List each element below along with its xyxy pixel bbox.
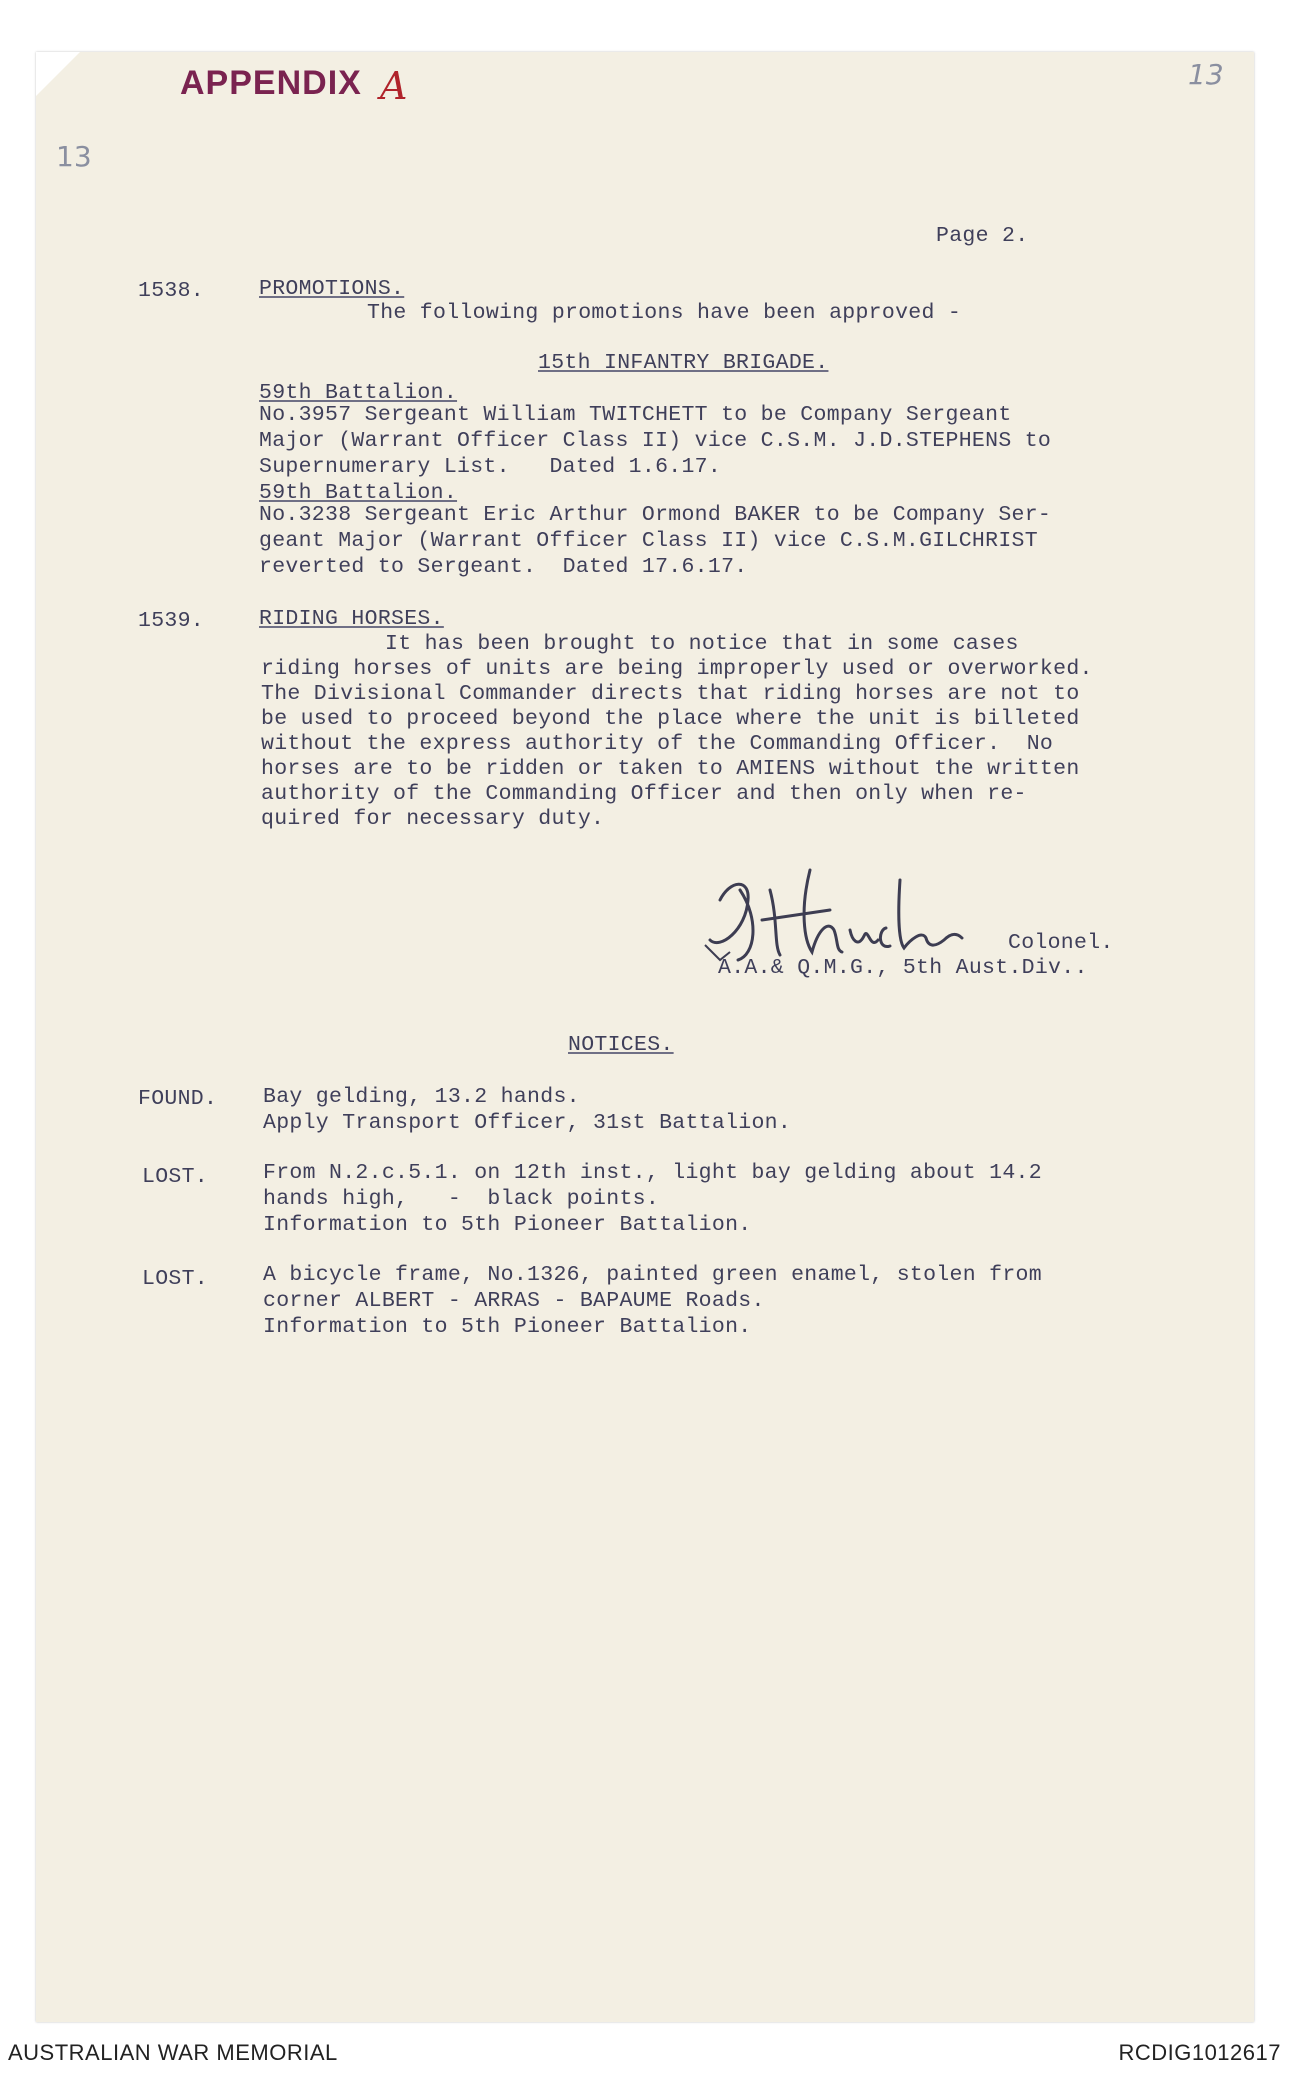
paragraph-line: without the express authority of the Commanding Officer. No	[261, 732, 1054, 756]
notice-line: Bay gelding, 13.2 hands.	[263, 1085, 580, 1109]
item-intro: The following promotions have been approved -	[367, 301, 962, 325]
paragraph-line: The Divisional Commander directs that riding horses are not to	[261, 682, 1080, 706]
notices-heading: NOTICES.	[568, 1033, 674, 1057]
handwritten-signature	[700, 860, 990, 970]
promotion-line: Major (Warrant Officer Class II) vice C.S.M. J.D.STEPHENS to	[259, 429, 1052, 453]
promotion-line: No.3238 Sergeant Eric Arthur Ormond BAKER to be Company Ser-	[259, 503, 1052, 527]
footer-institution: AUSTRALIAN WAR MEMORIAL	[8, 2040, 338, 2065]
paragraph-line: riding horses of units are being improperly used or overworked.	[261, 657, 1093, 681]
promotion-line: geant Major (Warrant Officer Class II) vice C.S.M.GILCHRIST	[259, 529, 1038, 553]
appendix-stamp: APPENDIX	[180, 64, 362, 102]
folded-corner	[36, 52, 80, 96]
paragraph-line: authority of the Commanding Officer and then only when re-	[261, 782, 1027, 806]
folio-number-left: 13	[56, 140, 92, 173]
item-number: 1539.	[138, 609, 205, 633]
notice-line: corner ALBERT - ARRAS - BAPAUME Roads.	[263, 1289, 765, 1313]
item-heading: RIDING HORSES.	[259, 607, 444, 631]
promotion-line: No.3957 Sergeant William TWITCHETT to be Company Sergeant	[259, 403, 1012, 427]
page-number: Page 2.	[936, 224, 1029, 248]
folio-number-right: 13	[1188, 58, 1224, 91]
signature-title: A.A.& Q.M.G., 5th Aust.Div..	[718, 956, 1088, 980]
item-heading: PROMOTIONS.	[259, 277, 405, 301]
notice-line: Apply Transport Officer, 31st Battalion.	[263, 1111, 792, 1135]
notice-line: Information to 5th Pioneer Battalion.	[263, 1315, 752, 1339]
notice-label: LOST.	[142, 1165, 209, 1189]
footer-record-id: RCDIG1012617	[1118, 2040, 1281, 2065]
paragraph-line: It has been brought to notice that in some cases	[385, 632, 1019, 656]
paragraph-line: quired for necessary duty.	[261, 807, 605, 831]
notice-line: Information to 5th Pioneer Battalion.	[263, 1213, 752, 1237]
signature-rank: Colonel.	[1008, 931, 1114, 955]
appendix-handwritten-letter: A	[380, 64, 408, 108]
item-number: 1538.	[138, 279, 205, 303]
unit-heading: 59th Battalion.	[259, 381, 458, 405]
notice-line: A bicycle frame, No.1326, painted green enamel, stolen from	[263, 1263, 1042, 1287]
brigade-heading: 15th INFANTRY BRIGADE.	[538, 351, 829, 375]
paragraph-line: be used to proceed beyond the place where the unit is billeted	[261, 707, 1080, 731]
promotion-line: Supernumerary List. Dated 1.6.17.	[259, 455, 722, 479]
notice-label: FOUND.	[138, 1087, 218, 1111]
promotion-line: reverted to Sergeant. Dated 17.6.17.	[259, 555, 748, 579]
paragraph-line: horses are to be ridden or taken to AMIENS without the written	[261, 757, 1080, 781]
notice-label: LOST.	[142, 1267, 209, 1291]
notice-line: From N.2.c.5.1. on 12th inst., light bay gelding about 14.2	[263, 1161, 1042, 1185]
unit-heading: 59th Battalion.	[259, 481, 458, 505]
notice-line: hands high, - black points.	[263, 1187, 660, 1211]
